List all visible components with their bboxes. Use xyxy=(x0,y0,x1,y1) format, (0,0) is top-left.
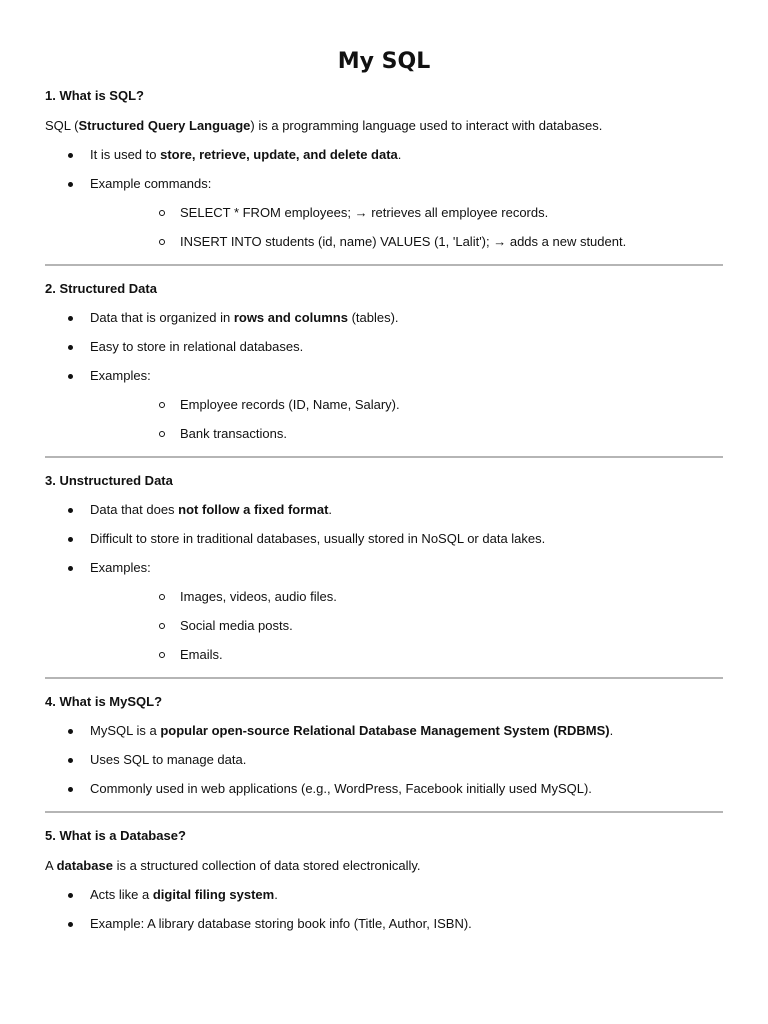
sub-list xyxy=(90,589,723,663)
list-item: Example commands: SELECT * FROM employees; → retrieves all employee records. INSERT INTO students (id, name) VALUES (1, 'Lalit'); → adds a new student. xyxy=(45,176,723,250)
section-divider xyxy=(45,811,723,813)
bullet-list xyxy=(45,147,723,250)
section-structured-data xyxy=(45,281,723,442)
list-item: Acts like a digital filing system. xyxy=(45,887,723,903)
section-divider xyxy=(45,264,723,266)
sub-list-item: INSERT INTO students (id, name) VALUES (1, 'Lalit'); → adds a new student. xyxy=(90,234,723,250)
bullet-list xyxy=(45,723,723,797)
sub-list-item: Images, videos, audio files. xyxy=(90,589,723,605)
section-heading: 2. Structured Data xyxy=(45,281,157,296)
sub-list-item: SELECT * FROM employees; → retrieves all employee records. xyxy=(90,205,723,221)
list-item: Examples: Employee records (ID, Name, Salary). Bank transactions. xyxy=(45,368,723,442)
sub-list-item: Bank transactions. xyxy=(90,426,723,442)
list-item: Easy to store in relational databases. xyxy=(45,339,723,355)
list-item: Data that does not follow a fixed format. xyxy=(45,502,723,518)
section-intro: SQL (Structured Query Language) is a programming language used to interact with databases. xyxy=(45,118,603,133)
section-what-is-mysql xyxy=(45,694,723,797)
section-heading: 5. What is a Database? xyxy=(45,828,186,843)
sub-list-item: Employee records (ID, Name, Salary). xyxy=(90,397,723,413)
sub-list-item: Social media posts. xyxy=(90,618,723,634)
document-title: My SQL xyxy=(337,49,431,74)
list-item: Difficult to store in traditional databases, usually stored in NoSQL or data lakes. xyxy=(45,531,723,547)
bullet-list xyxy=(45,310,723,442)
list-item: Data that is organized in rows and columns (tables). xyxy=(45,310,723,326)
section-heading: 3. Unstructured Data xyxy=(45,473,173,488)
list-item: It is used to store, retrieve, update, and delete data. xyxy=(45,147,723,163)
list-item: Examples: Images, videos, audio files. Social media posts. Emails. xyxy=(45,560,723,663)
section-divider xyxy=(45,677,723,679)
section-heading: 4. What is MySQL? xyxy=(45,694,163,709)
bullet-list xyxy=(45,887,723,932)
section-intro: A database is a structured collection of data stored electronically. xyxy=(45,858,421,873)
list-item: Uses SQL to manage data. xyxy=(45,752,723,768)
list-item: Commonly used in web applications (e.g., WordPress, Facebook initially used MySQL). xyxy=(45,781,723,797)
bullet-list xyxy=(45,502,723,663)
sub-list xyxy=(90,397,723,442)
section-unstructured-data xyxy=(45,473,723,663)
section-what-is-sql xyxy=(45,88,723,250)
sub-list-item: Emails. xyxy=(90,647,723,663)
sub-list xyxy=(90,205,723,250)
list-item: Example: A library database storing book info (Title, Author, ISBN). xyxy=(45,916,723,932)
section-what-is-database xyxy=(45,828,723,932)
section-heading: 1. What is SQL? xyxy=(45,88,144,103)
list-item: MySQL is a popular open-source Relational Database Management System (RDBMS). xyxy=(45,723,723,739)
section-divider xyxy=(45,456,723,458)
